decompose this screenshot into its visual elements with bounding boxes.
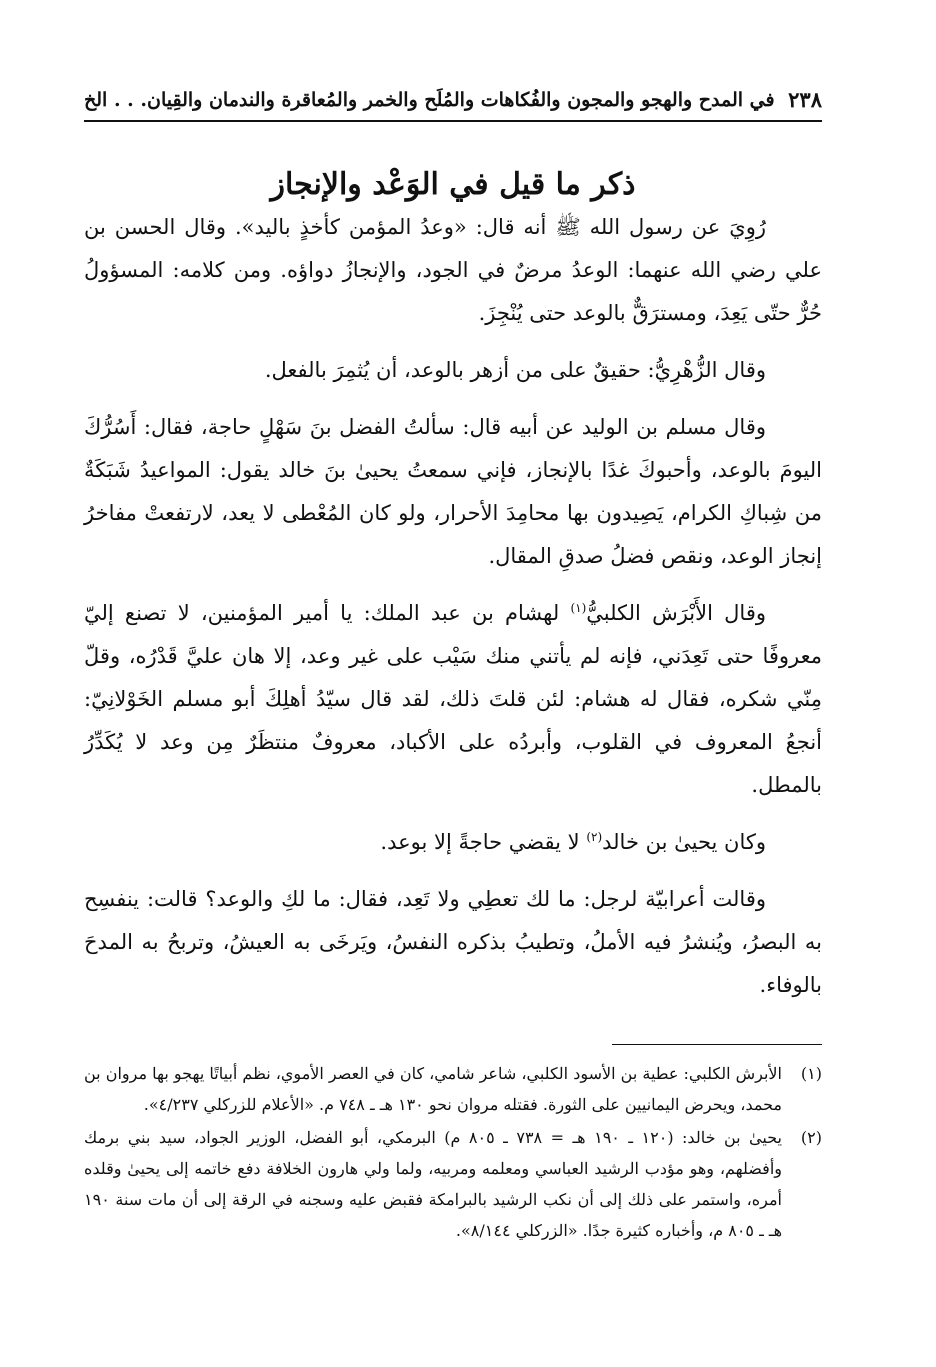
paragraph-text: لا يقضي حاجةً إلا بوعد. bbox=[380, 830, 587, 854]
paragraph-text: وقال مسلم بن الوليد عن أبيه قال: سألتُ الفضل بنَ سَهْلٍ حاجة، فقال: أَسُرُّكَ اليومَ بالوعد، وأحبوكَ غدًا بالإنجاز، فإني سمعتُ يحيىٰ بنَ خالد يقول: المواعيدُ شَبَكَةٌ من شِباكِ الكرام، يَصِيدون بها محامِدَ الأحرار، ولو كان المُعْطى لا يعد، لارتفعتْ مفاخرُ إنجاز الوعد، ونقص فضلُ صدقِ المقال. bbox=[84, 415, 822, 568]
footnote bbox=[84, 1058, 822, 1120]
paragraph-text: رُوِيَ عن رسول الله ﷺ أنه قال: «وعدُ المؤمن كأخذٍ باليد». وقال الحسن بن علي رضي الله عنهما: الوعدُ مرضٌ في الجود، والإنجازُ دواؤه. ومن كلامه: المسؤولُ حُرٌّ حتّى يَعِدَ، ومسترَقٌّ بالوعد حتى يُنْجِزَ. bbox=[84, 215, 822, 325]
footnote-number: (١) bbox=[800, 1064, 822, 1083]
paragraph bbox=[84, 206, 822, 335]
footnote-number: (٢) bbox=[800, 1128, 822, 1147]
paragraph bbox=[84, 821, 822, 864]
footnote-ref[interactable]: (١) bbox=[570, 601, 587, 615]
paragraph bbox=[84, 349, 822, 392]
paragraph-text: وكان يحيىٰ بن خالد bbox=[602, 830, 766, 854]
footnote-text: يحيىٰ بن خالد: (١٢٠ ـ ١٩٠ هـ = ٧٣٨ ـ ٨٠٥ م) البرمكي، أبو الفضل، الوزير الجواد، سيد بني برمك وأفضلهم، وهو مؤدب الرشيد العباسي ومعلمه ومربيه، ولما ولي هارون الخلافة دفع خاتمه إلى يحيىٰ وقلده أمره، واستمر على ذلك إلى أن نكب الرشيد بالبرامكة فقبض عليه وسجنه في الرقة إلى أن مات سنة ١٩٠ هـ ـ ٨٠٥ م، وأخباره كثيرة جدًا. «الزركلي ٨/١٤٤». bbox=[84, 1128, 783, 1240]
paragraph bbox=[84, 406, 822, 578]
paragraph-text: وقال الأَبْرَش الكلبيُّ bbox=[586, 601, 766, 625]
paragraph-text: لهشام بن عبد الملك: يا أمير المؤمنين، لا تصنع إليّ معروفًا حتى تَعِدَني، فإنه لم يأتني منك سَيْب على غير وعد، إلا هان عليَّ قَدْرُه، وقلّ مِنّي شكره، فقال له هشام: لئن قلتَ ذلك، لقد قال سيّدُ أهلِكَ أبو مسلم الخَوْلانِيّ: أنجعُ المعروف في القلوب، وأبردُه على الأكباد، معروفٌ منتظَرٌ مِن وعد لا يُكَدِّرُ بالمطل. bbox=[84, 601, 822, 797]
running-header bbox=[84, 80, 822, 122]
paragraph-text: وقال الزُّهْرِيُّ: حقيقٌ على من أزهر بالوعد، أن يُثمِرَ بالفعل. bbox=[264, 358, 766, 382]
paragraph-text: وقالت أعرابيّة لرجل: ما لك تعطِي ولا تَعِد، فقال: ما لكِ والوعد؟ قالت: ينفسِح به البصرُ، ويُنشرُ فيه الأملُ، وتطيبُ بذكره النفسُ، ويَرخَى به العيشُ، وتربحُ به المدحَ بالوفاء. bbox=[84, 887, 822, 997]
footnote-divider bbox=[612, 1044, 822, 1045]
paragraph bbox=[84, 878, 822, 1007]
running-title: في المدح والهجو والمجون والفُكاهات والمُلَح والخمر والمُعاقرة والندمان والقِيان. . . الخ bbox=[84, 89, 775, 111]
page-number: ٢٣٨ bbox=[788, 87, 822, 112]
body-text bbox=[84, 206, 822, 1021]
footnotes bbox=[84, 1058, 822, 1248]
footnote bbox=[84, 1122, 822, 1246]
paragraph bbox=[84, 592, 822, 807]
footnote-ref[interactable]: (٢) bbox=[586, 830, 603, 844]
section-title: ذكر ما قيل في الوَعْد والإنجاز bbox=[270, 167, 636, 203]
footnote-text: الأبرش الكلبي: عطية بن الأسود الكلبي، شاعر شامي، كان في العصر الأموي، نظم أبياتًا يهجو بها مروان بن محمد، ويحرض اليمانيين على الثورة. فقتله مروان نحو ١٣٠ هـ ـ ٧٤٨ م. «الأعلام للزركلي ٤/٢٣٧». bbox=[83, 1064, 782, 1114]
